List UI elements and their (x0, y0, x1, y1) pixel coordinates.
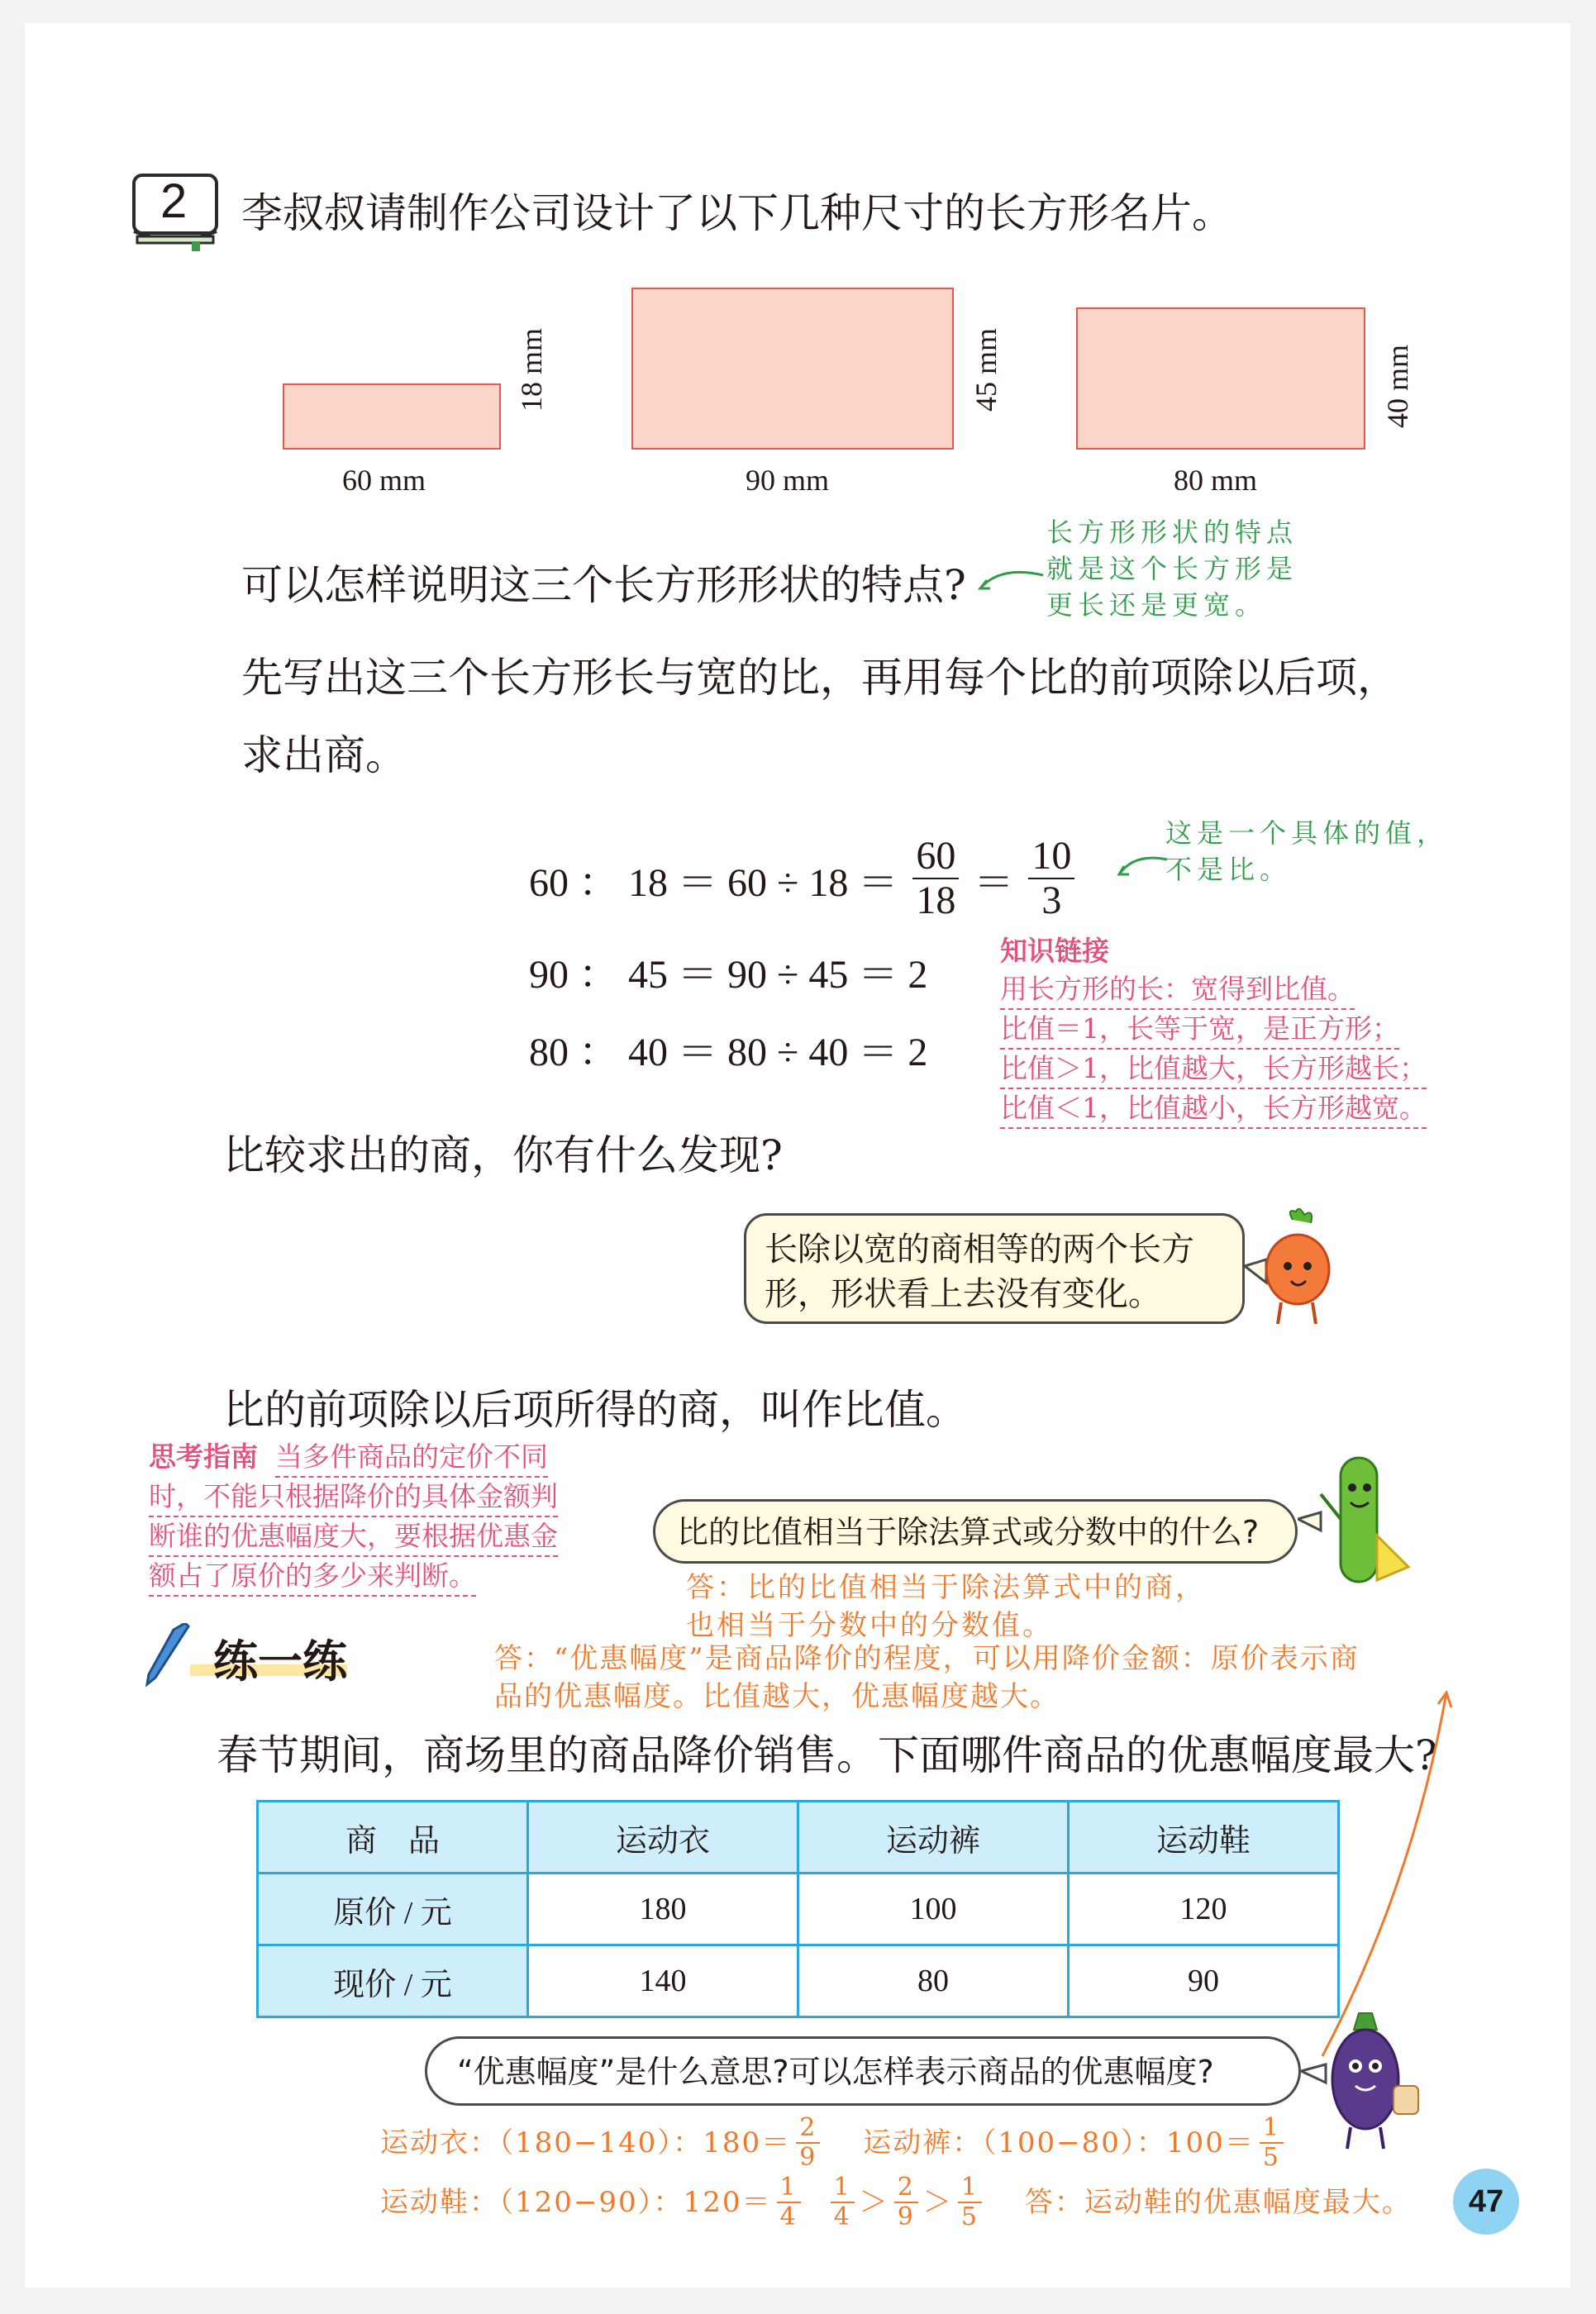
speech-bubble-cucumber: 比的比值相当于除法算式或分数中的什么? (653, 1499, 1298, 1564)
rect1-height-label: 18 mm (515, 327, 548, 412)
ratio-value-definition: 比的前项除以后项所得的商，叫作比值。 (223, 1386, 967, 1434)
table-header-cell: 运动衣 (528, 1802, 798, 1874)
table-cell: 140 (528, 1945, 798, 2017)
problem-number-badge (131, 172, 223, 251)
handwritten-note-shape: 长方形形状的特点 就是这个长方形是 更长还是更宽。 (1046, 517, 1298, 621)
instruction-line1: 先写出这三个长方形长与宽的比，再用每个比的前项除以后项， (241, 654, 1398, 702)
table-header-cell: 运动鞋 (1069, 1802, 1339, 1874)
table-header-cell: 运动裤 (798, 1802, 1069, 1874)
table-row (258, 1945, 1339, 2017)
equation-90-45: 90 ： 45 ＝ 90 ÷ 45 ＝ 2 (529, 953, 928, 997)
rect3-height-label: 40 mm (1381, 344, 1414, 428)
knowledge-link-title: 知识链接 (1000, 935, 1109, 967)
table-header-cell: 商 品 (258, 1802, 528, 1874)
thinking-guide-title: 思考指南 (149, 1440, 258, 1473)
handwritten-note-value: 这是一个具体的值， 不是比。 (1165, 817, 1449, 885)
table-cell: 80 (798, 1945, 1069, 2017)
problem-number: 2 (160, 174, 188, 228)
carrot-mascot-icon (1245, 1208, 1336, 1332)
table-cell: 180 (528, 1874, 798, 1945)
practice-answer: 答：“优惠幅度”是商品降价的程度，可以用降价金额：原价表示商 品的优惠幅度。比值越大，优惠幅度越大。 (494, 1642, 1360, 1713)
speech-bubble-eggplant: “优惠幅度”是什么意思?可以怎样表示商品的优惠幅度? (425, 2036, 1301, 2106)
table-header-row (258, 1802, 1339, 1874)
eggplant-mascot-icon (1301, 2007, 1425, 2155)
thinking-guide: 思考指南 当多件商品的定价不同 时，不能只根据降价的具体金额判 断谁的优惠幅度大，要根据优惠金 额占了原价的多少来判断。 (149, 1438, 558, 1597)
question-shape-feature: 可以怎样说明这三个长方形形状的特点? (241, 561, 966, 609)
solution-line1: 运动衣：（180−140）：180＝ $\frac{2}{9}$ 运动裤：（100−80）：100＝ $\frac{1}{5}$ (380, 2116, 1284, 2170)
table-row (258, 1874, 1339, 1945)
practice-header (141, 1623, 355, 1693)
page-number-badge (1453, 2169, 1519, 2235)
textbook-page (25, 23, 1570, 2288)
equation-60-18: 60 ： 18 ＝ 60 ÷ 18 ＝ $\frac{60}{18}$ ＝ $\frac{10}{3}$ (529, 817, 1074, 940)
rect2-width-label: 90 mm (746, 464, 830, 497)
price-table (256, 1800, 1340, 2018)
answer-cucumber: 答：比的比值相当于除法算式中的商， 也相当于分数中的分数值。 (686, 1571, 1206, 1642)
table-cell: 120 (1069, 1874, 1339, 1945)
arrow-note2 (1114, 850, 1172, 883)
speech-bubble-carrot: 长除以宽的商相等的两个长方 形，形状看上去没有变化。 (744, 1213, 1245, 1324)
arrow-note1 (975, 560, 1050, 602)
problem-statement: 李叔叔请制作公司设计了以下几种尺寸的长方形名片。 (241, 189, 1233, 237)
rectangle-60x18 (283, 383, 501, 450)
cucumber-mascot-icon (1298, 1445, 1413, 1602)
table-row-label: 现价 / 元 (258, 1945, 528, 2017)
table-cell: 90 (1069, 1945, 1339, 2017)
page-number: 47 (1468, 2183, 1504, 2219)
rect3-width-label: 80 mm (1174, 464, 1258, 497)
equation-80-40: 80 ： 40 ＝ 80 ÷ 40 ＝ 2 (529, 1031, 928, 1074)
solution-line2: 运动鞋：（120−90）：120＝ $\frac{1}{4}$ $\frac{1}{4}$ ＞ $\frac{2}{9}$ ＞ $\frac{1}{5}$ 答：运动鞋的优惠幅度最大。 (380, 2173, 1412, 2231)
table-row-label: 原价 / 元 (258, 1874, 528, 1945)
table-cell: 100 (798, 1874, 1069, 1945)
practice-title: 练一练 (213, 1636, 347, 1688)
rect1-width-label: 60 mm (342, 464, 426, 497)
rectangle-90x45 (631, 288, 954, 450)
instruction-line2: 求出商。 (241, 731, 407, 779)
practice-question: 春节期间，商场里的商品降价销售。下面哪件商品的优惠幅度最大? (217, 1731, 1437, 1779)
compare-question: 比较求出的商，你有什么发现? (223, 1131, 783, 1179)
rectangle-80x40 (1076, 307, 1365, 450)
rect2-height-label: 45 mm (970, 327, 1003, 412)
knowledge-link: 知识链接 用长方形的长：宽得到比值。 比值＝1，长等于宽，是正方形； 比值＞1，比值越大，长方形越长； 比值＜1，比值越小，长方形越宽。 (1000, 932, 1427, 1129)
